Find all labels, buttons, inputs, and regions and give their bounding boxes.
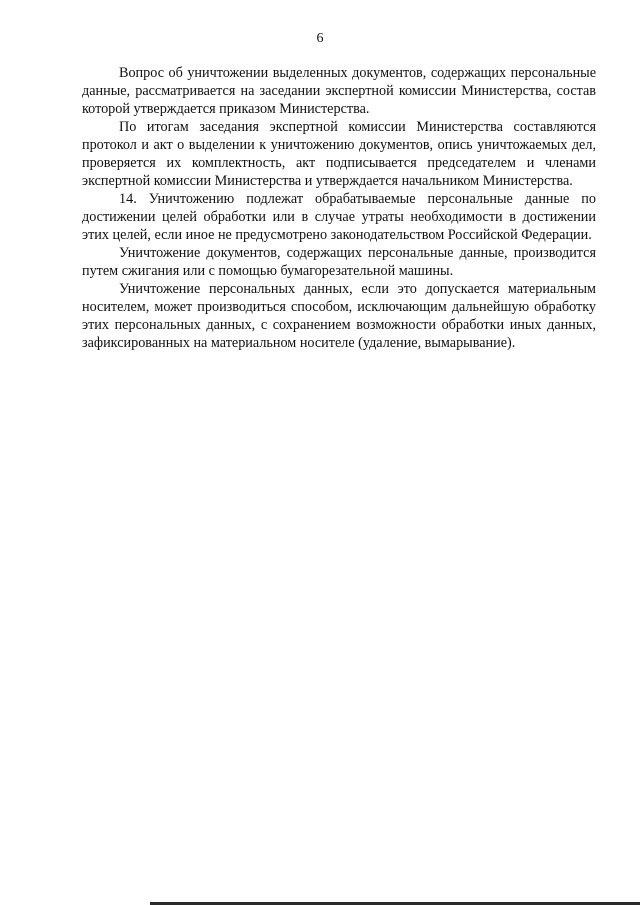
paragraph-destruction-review: Вопрос об уничтожении выделенных документов, содержащих персональные данные, рассматривается на заседании экспертной комиссии Министерства, состав которой утверждается приказом Министерства. <box>82 65 596 117</box>
document-body <box>82 64 596 352</box>
paragraph-commission-results: По итогам заседания экспертной комиссии Министерства составляются протокол и акт о выделении к уничтожению документов, опись уничтожаемых дел, проверяется их комплектность, акт подписывается председателем и членами экспертной комиссии Министерства и утверждается начальником Министерства. <box>82 119 596 189</box>
paragraph-media-destruction: Уничтожение персональных данных, если это допускается материальным носителем, может производиться способом, исключающим дальнейшую обработку этих персональных данных, с сохранением возможности обработки иных данных, зафиксированных на материальном носителе (удаление, вымарывание). <box>82 281 596 351</box>
page-number: 6 <box>316 31 324 46</box>
paragraph-item-14: 14. Уничтожению подлежат обрабатываемые персональные данные по достижении целей обработки или в случае утраты необходимости в достижении этих целей, если иное не предусмотрено законодательством Российской Федерации. <box>82 191 596 243</box>
paragraph-destruction-method: Уничтожение документов, содержащих персональные данные, производится путем сжигания или с помощью бумагорезательной машины. <box>82 245 596 279</box>
